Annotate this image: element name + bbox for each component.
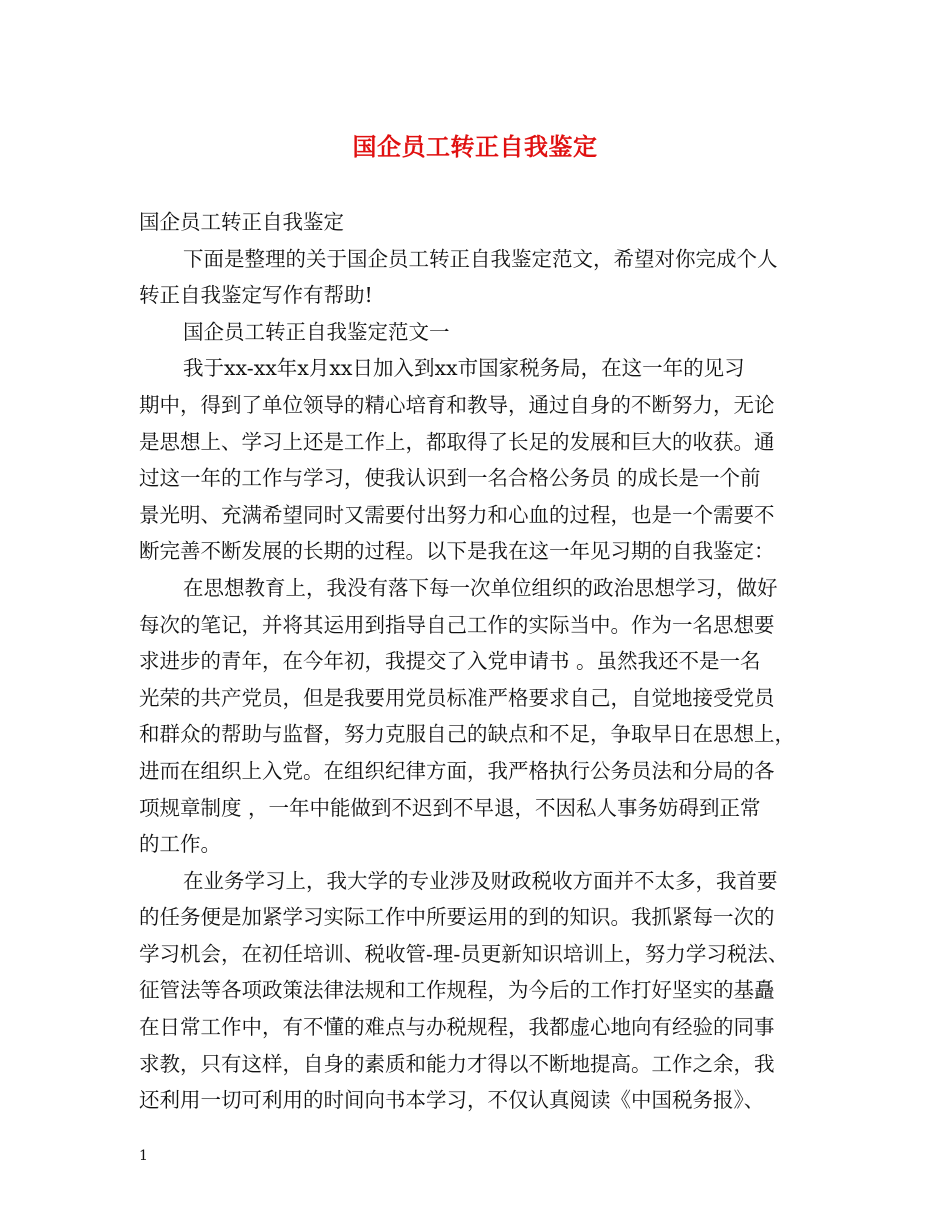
body-line: 的工作。: [139, 832, 221, 857]
body-line: 过这一年的工作与学习，使我认识到一名合格公务员 的成长是一个前: [139, 466, 761, 491]
body-line: 学习机会，在初任培训、税收管-理-员更新知识培训上，努力学习税法、: [139, 941, 789, 966]
body-line: 转正自我鉴定写作有帮助!: [139, 283, 373, 308]
document-title: 国企员工转正自我鉴定: [352, 132, 598, 161]
body-line: 在业务学习上，我大学的专业涉及财政税收方面并不太多，我首要: [183, 868, 778, 893]
body-line: 和群众的帮助与监督，努力克服自己的缺点和不足，争取早日在思想上，: [139, 722, 795, 747]
body-line: 景光明、充满希望同时又需要付出努力和心血的过程，也是一个需要不: [139, 502, 775, 527]
body-line: 求教，只有这样，自身的素质和能力才得以不断地提高。工作之余，我: [139, 1051, 775, 1076]
body-line: 进而在组织上入党。在组织纪律方面，我严格执行公务员法和分局的各: [139, 758, 775, 783]
body-line: 光荣的共产党员，但是我要用党员标准严格要求自己，自觉地接受党员: [139, 685, 775, 710]
body-line: 在思想教育上，我没有落下每一次单位组织的政治思想学习，做好: [183, 575, 778, 600]
body-line: 我于xx-xx年x月xx日加入到xx市国家税务局，在这一年的见习: [183, 356, 745, 381]
body-line: 还利用一切可利用的时间向书本学习，不仅认真阅读《中国税务报》、: [139, 1088, 765, 1113]
body-line-subtitle: 国企员工转正自我鉴定: [139, 210, 344, 234]
body-line: 断完善不断发展的长期的过程。以下是我在这一年见习期的自我鉴定：: [139, 539, 775, 564]
body-line: 下面是整理的关于国企员工转正自我鉴定范文，希望对你完成个人: [183, 246, 778, 271]
body-line: 期中，得到了单位领导的精心培育和教导，通过自身的不断努力，无论: [139, 392, 775, 417]
body-line: 在日常工作中，有不懂的难点与办税规程，我都虚心地向有经验的同事: [139, 1015, 775, 1040]
body-line: 项规章制度 ，一年中能做到不迟到不早退，不因私人事务妨碍到正常: [139, 795, 761, 820]
page-number: 1: [139, 1148, 148, 1164]
body-line-section-heading: 国企员工转正自我鉴定范文一: [183, 319, 450, 344]
body-line: 征管法等各项政策法律法规和工作规程，为今后的工作打好坚实的基矗: [139, 978, 775, 1003]
body-line: 的任务便是加紧学习实际工作中所要运用的到的知识。我抓紧每一次的: [139, 905, 775, 930]
body-line: 是思想上、学习上还是工作上，都取得了长足的发展和巨大的收获。通: [139, 429, 775, 454]
document-body: [139, 204, 815, 1119]
body-line: 每次的笔记，并将其运用到指导自己工作的实际当中。作为一名思想要: [139, 612, 775, 637]
body-line: 求进步的青年，在今年初，我提交了入党申请书 。虽然我还不是一名: [139, 649, 761, 674]
